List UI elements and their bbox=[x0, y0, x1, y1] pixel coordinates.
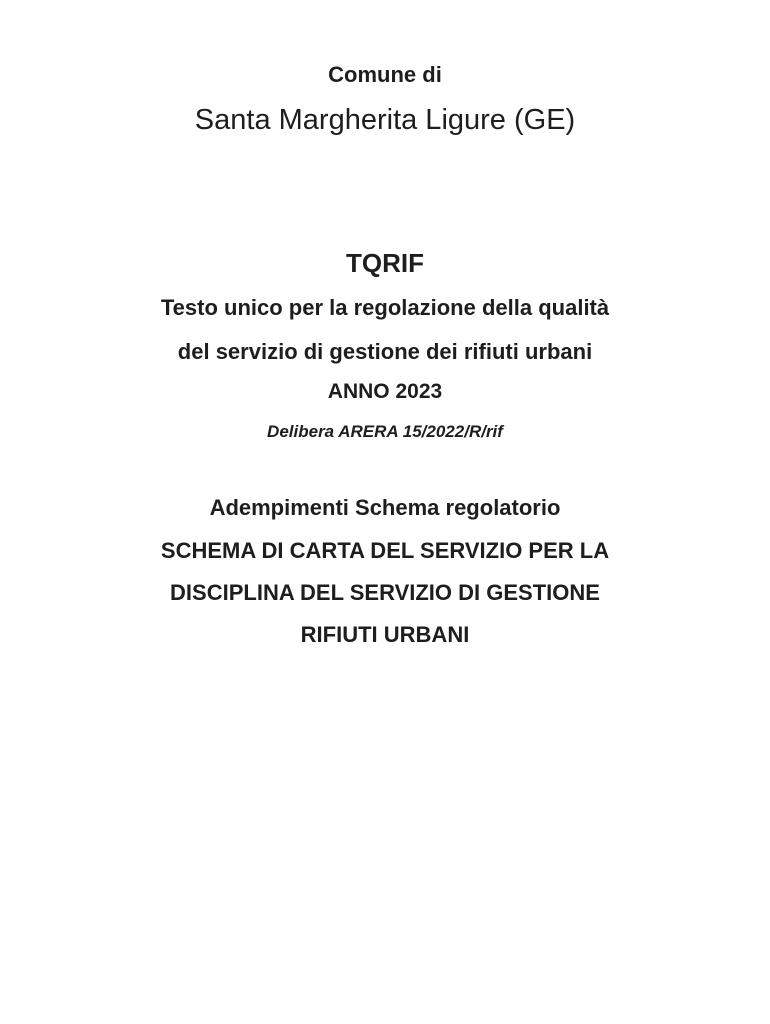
regulation-reference: Delibera ARERA 15/2022/R/rif bbox=[267, 422, 503, 441]
subtitle-line-1: Testo unico per la regolazione della qualità bbox=[160, 295, 610, 320]
section-heading: Adempimenti Schema regolatorio bbox=[209, 495, 561, 520]
scheme-title-line-2: DISCIPLINA DEL SERVIZIO DI GESTIONE bbox=[170, 580, 600, 605]
document-code: TQRIF bbox=[346, 248, 424, 278]
scheme-title-line-3: RIFIUTI URBANI bbox=[300, 622, 470, 647]
municipality-prefix: Comune di bbox=[328, 62, 442, 87]
document-year: ANNO 2023 bbox=[327, 380, 443, 403]
municipality-name: Santa Margherita Ligure (GE) bbox=[194, 104, 576, 136]
scheme-title-line-1: SCHEMA DI CARTA DEL SERVIZIO PER LA bbox=[160, 538, 610, 563]
subtitle-line-2: del servizio di gestione dei rifiuti urbani bbox=[177, 339, 593, 364]
